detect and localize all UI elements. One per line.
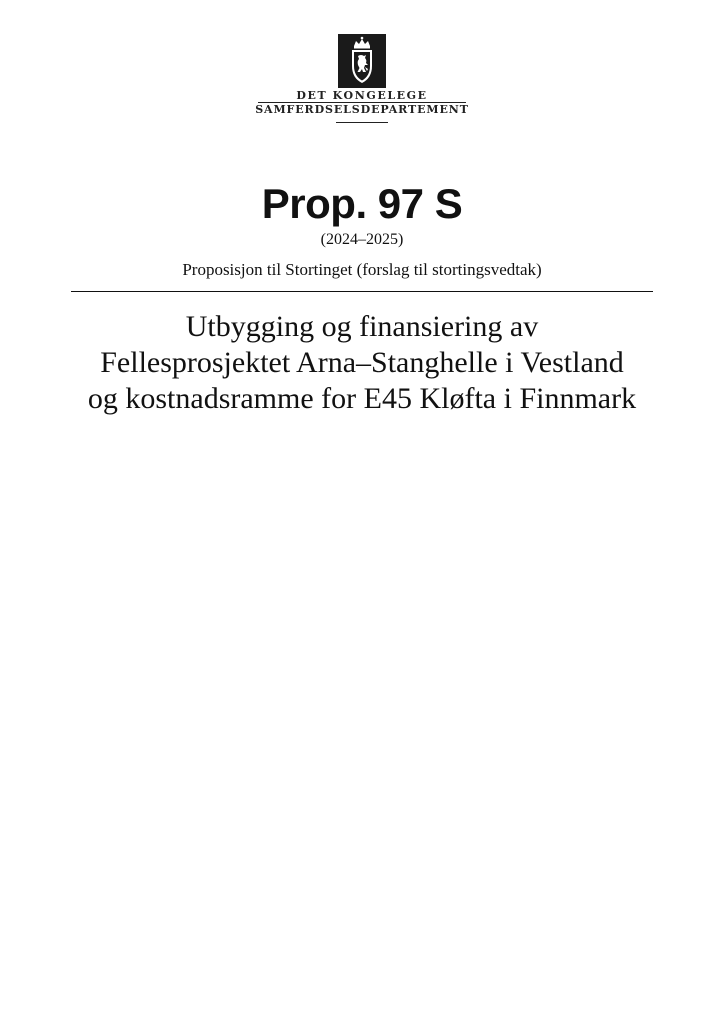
department-name-line1: DET KONGELEGE <box>296 89 428 102</box>
logo-block <box>0 34 724 88</box>
session-years: (2024–2025) <box>320 231 404 248</box>
document-title <box>0 309 724 417</box>
document-title-line: Utbygging og finansiering av <box>185 310 539 343</box>
proposition-subtitle: Proposisjon til Stortinget (forslag til stortingsvedtak) <box>182 260 542 279</box>
document-title-line: og kostnadsramme for E45 Kløfta i Finnmark <box>87 382 637 415</box>
title-divider <box>71 291 653 292</box>
royal-coat-of-arms-icon <box>338 34 386 88</box>
proposition-number: Prop. 97 S <box>261 180 463 227</box>
document-title-line: Fellesprosjektet Arna–Stanghelle i Vestland <box>100 346 624 379</box>
department-name-line2: SAMFERDSELSDEPARTEMENT <box>255 103 469 116</box>
department-underline <box>336 122 388 123</box>
